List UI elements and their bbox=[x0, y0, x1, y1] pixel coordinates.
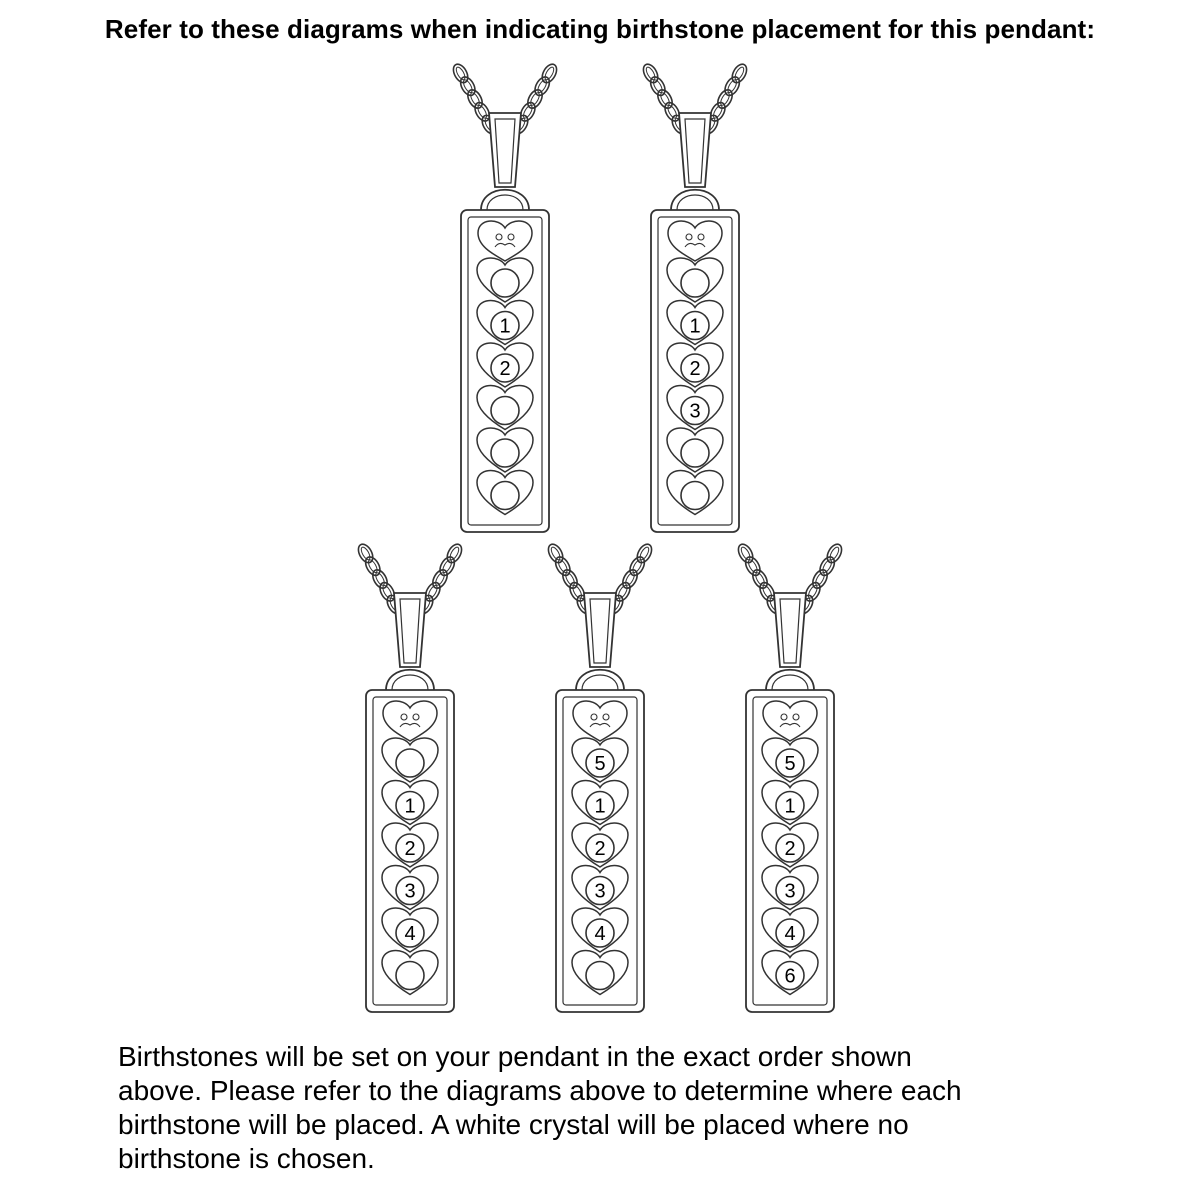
jump-ring bbox=[386, 670, 434, 690]
stone-number: 5 bbox=[784, 753, 796, 775]
stone-number: 2 bbox=[499, 358, 511, 380]
stone-number: 1 bbox=[689, 315, 701, 338]
instructions-line: Birthstones will be set on your pendant in the exact order shown bbox=[118, 1041, 912, 1072]
stone-number: 1 bbox=[594, 795, 606, 818]
stone-number: 1 bbox=[784, 795, 796, 818]
pendant-diagram-4 bbox=[500, 545, 700, 1015]
stone-number: 2 bbox=[784, 838, 796, 860]
stone-number: 3 bbox=[784, 880, 796, 903]
stone-number: 2 bbox=[594, 838, 606, 860]
instructions-line: birthstone is chosen. bbox=[118, 1143, 375, 1174]
pendant-diagram-2 bbox=[595, 65, 795, 535]
instructions-text bbox=[118, 1040, 1118, 1176]
stone-number: 4 bbox=[404, 923, 416, 945]
stone-number: 1 bbox=[404, 795, 416, 818]
stone-number: 6 bbox=[784, 965, 796, 988]
stone-number: 2 bbox=[689, 358, 701, 380]
stone-number: 3 bbox=[594, 880, 606, 903]
stone-number: 2 bbox=[404, 838, 416, 860]
pendant-diagram-1 bbox=[405, 65, 605, 535]
bail bbox=[489, 113, 521, 187]
instructions-line: above. Please refer to the diagrams above to determine where each bbox=[118, 1075, 962, 1106]
stone-number: 4 bbox=[594, 923, 606, 945]
stone-number: 5 bbox=[594, 753, 606, 775]
stone-number: 3 bbox=[689, 400, 701, 423]
instructions-line: birthstone will be placed. A white crystal will be placed where no bbox=[118, 1109, 909, 1140]
jump-ring bbox=[481, 190, 529, 210]
bail bbox=[584, 593, 616, 667]
jump-ring bbox=[576, 670, 624, 690]
page-title: Refer to these diagrams when indicating birthstone placement for this pendant: bbox=[104, 14, 1096, 44]
pendant-diagram-3 bbox=[310, 545, 510, 1015]
jump-ring bbox=[766, 670, 814, 690]
jump-ring bbox=[671, 190, 719, 210]
pendant-diagram-5 bbox=[690, 545, 890, 1015]
stone-number: 3 bbox=[404, 880, 416, 903]
bail bbox=[774, 593, 806, 667]
bail bbox=[679, 113, 711, 187]
stone-number: 1 bbox=[499, 315, 511, 338]
bail bbox=[394, 593, 426, 667]
stone-number: 4 bbox=[784, 923, 796, 945]
